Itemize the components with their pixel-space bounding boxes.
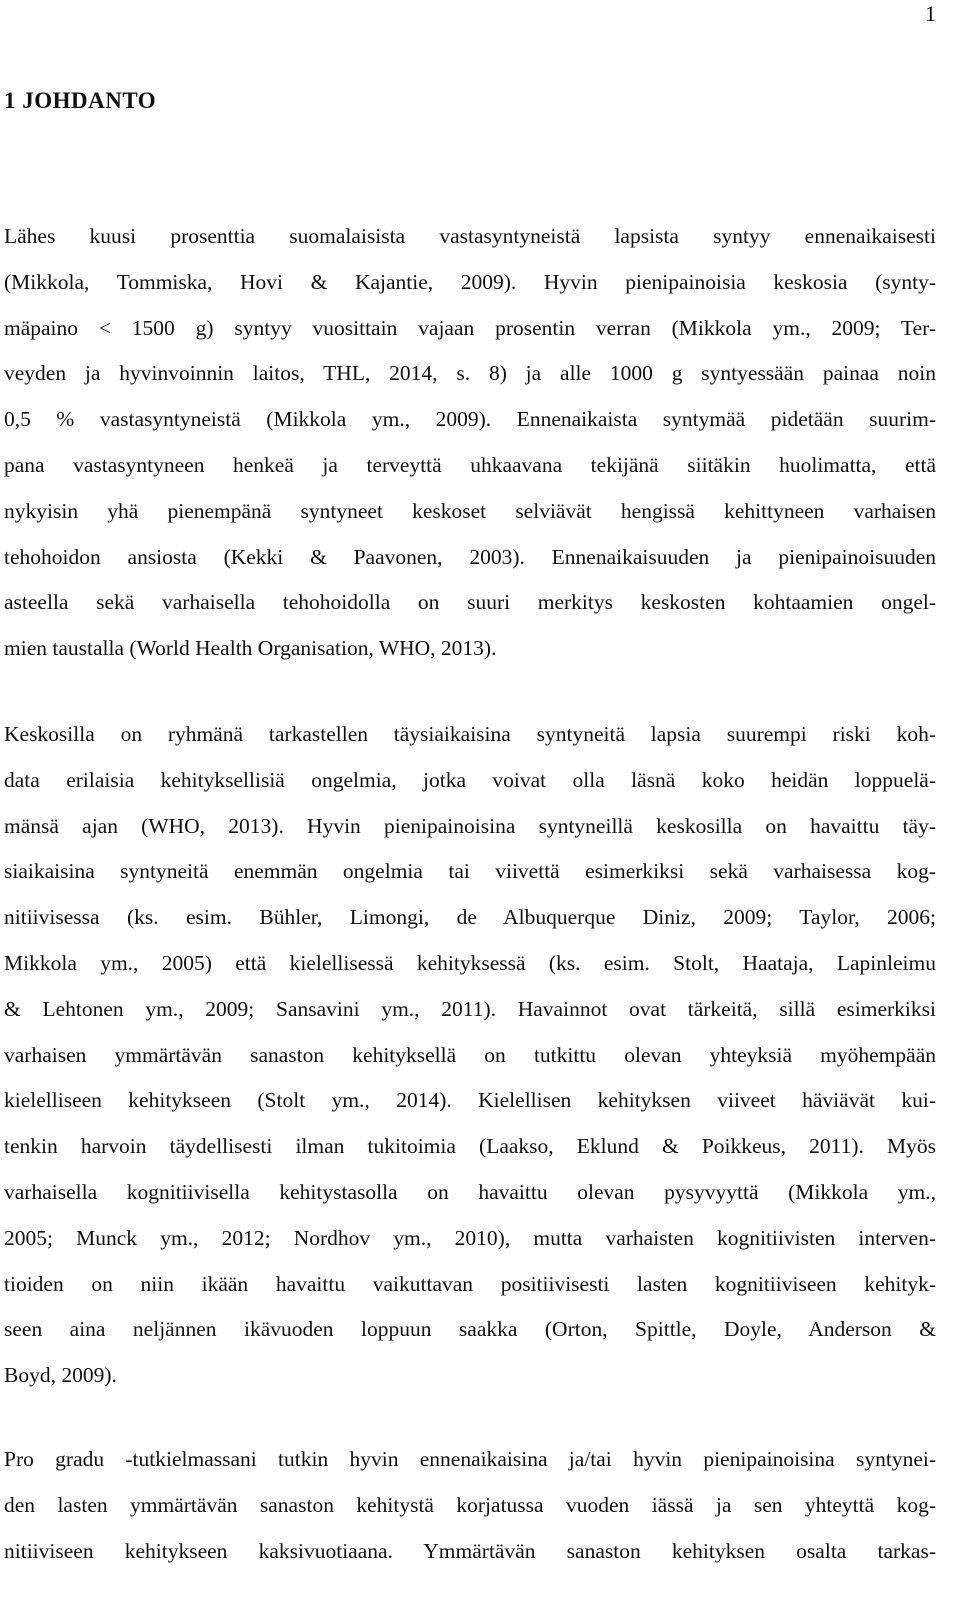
text-line: mänsä ajan (WHO, 2013). Hyvin pienipainoisina syntyneillä keskosilla on havaittu täy- <box>4 813 936 838</box>
text-line: & Lehtonen ym., 2009; Sansavini ym., 2011). Havainnot ovat tärkeitä, sillä esimerkiksi <box>4 996 936 1021</box>
text-line: tehohoidon ansiosta (Kekki & Paavonen, 2003). Ennenaikaisuuden ja pienipainoisuuden <box>4 544 936 569</box>
text-line: 2005; Munck ym., 2012; Nordhov ym., 2010), mutta varhaisten kognitiivisten interven- <box>4 1225 936 1250</box>
text-line: (Mikkola, Tommiska, Hovi & Kajantie, 2009). Hyvin pienipainoisia keskosia (synty- <box>4 269 936 294</box>
text-line: Mikkola ym., 2005) että kielellisessä kehityksessä (ks. esim. Stolt, Haataja, Lapinleimu <box>4 950 936 975</box>
text-line: data erilaisia kehityksellisiä ongelmia, jotka voivat olla läsnä koko heidän loppuelä- <box>4 767 936 792</box>
text-line: Lähes kuusi prosenttia suomalaisista vastasyntyneistä lapsista syntyy ennenaikaisesti <box>4 224 936 248</box>
text-line: veyden ja hyvinvoinnin laitos, THL, 2014, s. 8) ja alle 1000 g syntyessään painaa noin <box>4 361 936 386</box>
paragraph-3 <box>4 1437 936 1574</box>
text-line: nitiiviseen kehitykseen kaksivuotiaana. Ymmärtävän sanaston kehityksen osalta tarkas- <box>4 1538 936 1563</box>
text-line: 0,5 % vastasyntyneistä (Mikkola ym., 2009). Ennenaikaista syntymää pidetään suurim- <box>4 407 936 432</box>
text-line: siaikaisina syntyneitä enemmän ongelmia tai viivettä esimerkiksi sekä varhaisessa kog- <box>4 859 936 884</box>
chapter-heading: 1 JOHDANTO <box>4 88 157 113</box>
text-line: den lasten ymmärtävän sanaston kehitystä korjatussa vuoden iässä ja sen yhteyttä kog- <box>4 1492 936 1517</box>
text-line: seen aina neljännen ikävuoden loppuun saakka (Orton, Spittle, Doyle, Anderson & <box>4 1317 936 1342</box>
text-line: mien taustalla (World Health Organisation, WHO, 2013). <box>4 636 497 661</box>
paragraph-2 <box>4 712 936 1399</box>
text-line: varhaisella kognitiivisella kehitystasolla on havaittu olevan pysyvyyttä (Mikkola ym., <box>4 1179 936 1204</box>
text-line: Boyd, 2009). <box>4 1363 117 1388</box>
text-line: nitiivisessa (ks. esim. Bühler, Limongi, de Albuquerque Diniz, 2009; Taylor, 2006; <box>4 905 936 930</box>
text-line: kielelliseen kehitykseen (Stolt ym., 2014). Kielellisen kehityksen viiveet häviävät kui- <box>4 1088 936 1113</box>
text-line: tioiden on niin ikään havaittu vaikuttavan positiivisesti lasten kognitiiviseen kehityk- <box>4 1271 936 1296</box>
text-line: Keskosilla on ryhmänä tarkastellen täysiaikaisina syntyneitä lapsia suurempi riski koh- <box>4 722 936 746</box>
paragraph-1 <box>4 214 936 672</box>
text-line: tenkin harvoin täydellisesti ilman tukitoimia (Laakso, Eklund & Poikkeus, 2011). Myös <box>4 1134 936 1159</box>
text-line: varhaisen ymmärtävän sanaston kehityksellä on tutkittu olevan yhteyksiä myöhempään <box>4 1042 936 1067</box>
text-line: pana vastasyntyneen henkeä ja terveyttä uhkaavana tekijänä siitäkin huolimatta, että <box>4 452 936 477</box>
page-number: 1 <box>925 1 936 26</box>
text-line: mäpaino < 1500 g) syntyy vuosittain vajaan prosentin verran (Mikkola ym., 2009; Ter- <box>4 315 936 340</box>
text-line: nykyisin yhä pienempänä syntyneet keskoset selviävät hengissä kehittyneen varhaisen <box>4 498 936 523</box>
text-line: asteella sekä varhaisella tehohoidolla on suuri merkitys keskosten kohtaamien ongel- <box>4 590 936 615</box>
text-line: Pro gradu -tutkielmassani tutkin hyvin ennenaikaisina ja/tai hyvin pienipainoisina syntynei- <box>4 1447 936 1471</box>
